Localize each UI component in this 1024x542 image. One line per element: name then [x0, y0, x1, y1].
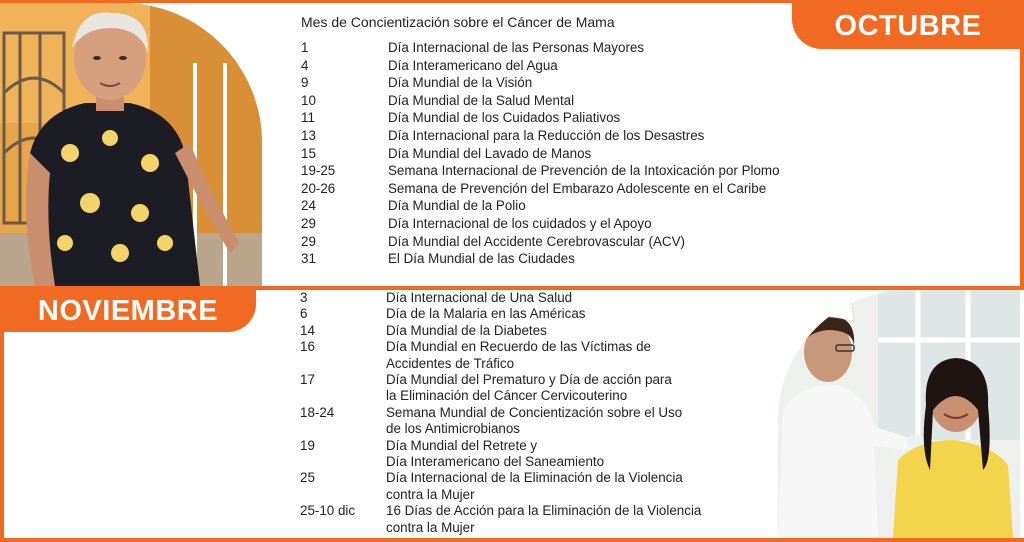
event-date: 18-24	[300, 404, 335, 420]
event-date: 25	[300, 470, 315, 486]
list-item	[300, 290, 766, 306]
event-date: 11	[301, 110, 315, 126]
list-item	[301, 233, 780, 251]
event-name: Día Mundial de la Visión	[388, 75, 533, 91]
list-item	[301, 250, 780, 268]
event-name: Día Mundial de la Salud Mental	[388, 92, 575, 108]
event-name: Día Mundial de la Diabetes	[386, 322, 547, 338]
event-date: 4	[301, 57, 309, 73]
event-date: 29	[301, 215, 316, 231]
list-item	[300, 339, 766, 372]
list-item	[301, 197, 780, 215]
event-date: 19-25	[301, 163, 336, 179]
event-name: Día Interamericano del Agua	[388, 57, 558, 73]
list-item	[300, 306, 766, 322]
event-date: 9	[301, 75, 309, 91]
event-name: Día Internacional de las Personas Mayores	[388, 40, 645, 55]
event-date: 15	[301, 145, 316, 161]
event-name: Día Mundial del Lavado de Manos	[388, 145, 592, 161]
list-item	[301, 127, 780, 145]
event-date: 3	[300, 290, 308, 305]
event-name: El Día Mundial de las Ciudades	[388, 251, 575, 267]
october-heading: Mes de Concientización sobre el Cáncer de Mama	[301, 14, 615, 30]
event-name: Día Mundial del Retrete y Día Interamericano del Saneamiento	[386, 437, 605, 470]
event-name: Día Internacional de la Eliminación de la Violencia contra la Mujer	[386, 470, 683, 502]
vaccination-photo	[778, 290, 1020, 538]
event-date: 17	[300, 372, 315, 388]
event-name: Semana Mundial de Concientización sobre el Uso de los Antimicrobianos	[386, 404, 683, 437]
event-name: Día Mundial en Recuerdo de las Víctimas de Accidentes de Tráfico	[386, 339, 651, 371]
list-item	[300, 405, 766, 438]
list-item	[301, 57, 780, 75]
event-name: Día Internacional de Una Salud	[386, 290, 573, 305]
event-name: Semana de Prevención del Embarazo Adolescente en el Caribe	[388, 180, 767, 196]
elderly-woman-photo	[0, 3, 262, 286]
event-name: Día Mundial del Accidente Cerebrovascular (ACV)	[388, 233, 685, 249]
event-date: 25-10 dic	[300, 503, 356, 519]
nurse-vaccination-illustration	[778, 290, 1020, 538]
event-date: 19	[300, 437, 315, 453]
list-item	[300, 503, 766, 536]
list-item	[301, 92, 780, 110]
list-item	[301, 39, 780, 57]
month-tab-october: OCTUBRE	[792, 3, 1024, 49]
event-name: Día Mundial de la Polio	[388, 198, 526, 214]
event-date: 29	[301, 233, 316, 249]
list-item	[301, 162, 780, 180]
event-date: 1	[301, 40, 309, 55]
list-item	[301, 180, 780, 198]
event-date: 13	[301, 127, 316, 143]
elderly-woman-illustration	[0, 3, 262, 286]
event-name: Día Internacional de los cuidados y el Apoyo	[388, 215, 652, 231]
list-item	[300, 323, 766, 339]
list-item	[301, 215, 780, 233]
list-item	[300, 438, 766, 471]
event-date: 6	[300, 306, 308, 322]
event-date: 20-26	[301, 180, 336, 196]
list-item	[301, 109, 780, 127]
event-name: 16 Días de Acción para la Eliminación de la Violencia contra la Mujer	[386, 503, 702, 535]
event-name: Semana Internacional de Prevención de la Intoxicación por Plomo	[388, 163, 780, 179]
event-name: Día Internacional para la Reducción de los Desastres	[388, 127, 705, 143]
event-date: 31	[301, 251, 316, 267]
month-tab-november: NOVIEMBRE	[0, 290, 256, 332]
event-date: 24	[301, 198, 316, 214]
event-name: Día Mundial del Prematuro y Día de acción para la Eliminación del Cáncer Cervicouterino	[386, 372, 672, 404]
event-name: Día Mundial de los Cuidados Paliativos	[388, 110, 621, 126]
event-name: Día de la Malaria en las Américas	[386, 306, 586, 322]
list-item	[300, 470, 766, 503]
list-item	[300, 372, 766, 405]
november-event-list	[300, 290, 766, 536]
october-event-list	[301, 39, 780, 268]
list-item	[301, 145, 780, 163]
bottom-border	[0, 538, 1024, 542]
event-date: 14	[300, 322, 315, 338]
event-date: 10	[301, 92, 316, 108]
event-date: 16	[300, 339, 315, 355]
list-item	[301, 74, 780, 92]
